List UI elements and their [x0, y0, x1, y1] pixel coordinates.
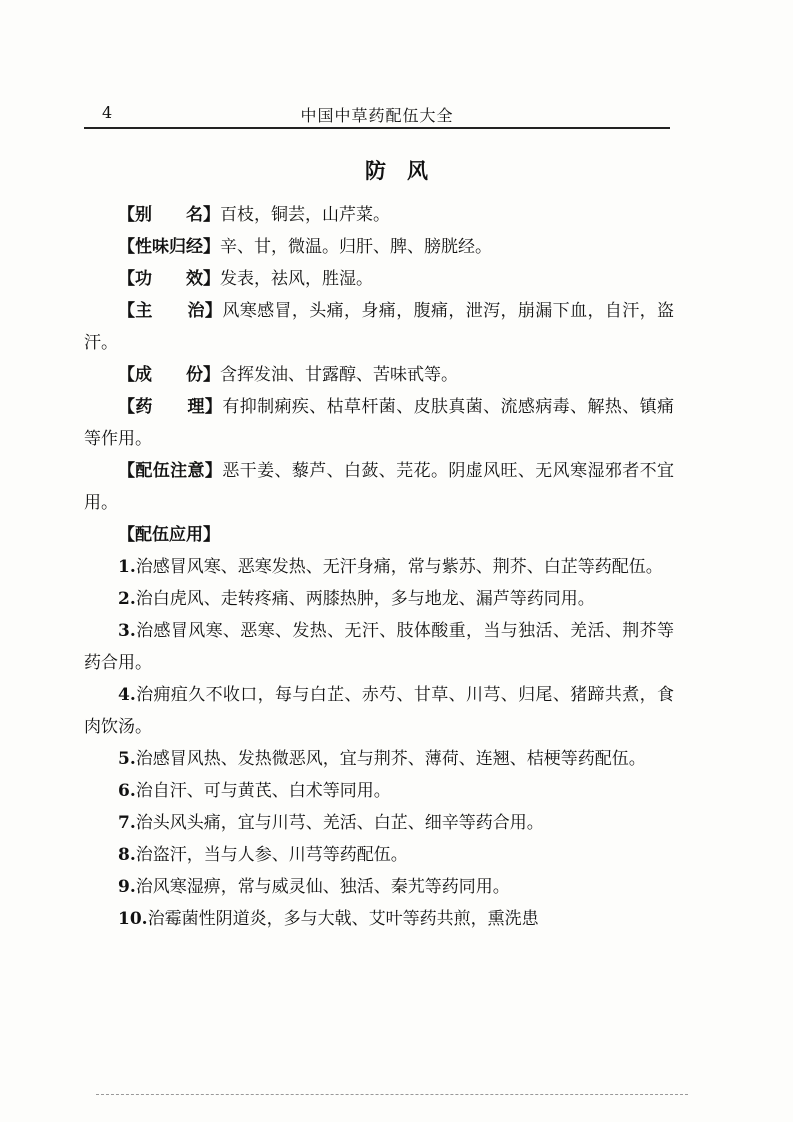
entry-cautions: [84, 455, 674, 519]
application-number: 10.: [118, 909, 148, 929]
application-item: [84, 807, 674, 839]
entry-text: 有抑制痢疾、枯草杆菌、皮肤真菌、流感病毒、解热、镇痛等作用。: [84, 397, 675, 449]
entry-label: 【功 效】: [118, 269, 220, 289]
application-number: 2.: [118, 589, 136, 609]
entry-label: 【配伍注意】: [118, 461, 223, 481]
application-number: 5.: [118, 749, 136, 769]
application-text: 治风寒湿痹，常与威灵仙、独活、秦艽等药同用。: [135, 877, 510, 897]
application-item: [84, 839, 674, 871]
entry-text: 百枝，铜芸，山芹菜。: [220, 205, 390, 225]
application-text: 治感冒风热、发热微恶风，宜与荆芥、薄荷、连翘、桔梗等药配伍。: [135, 749, 646, 769]
entry-applications-heading: [84, 519, 674, 551]
book-title: 中国中草药配伍大全: [300, 106, 454, 125]
entry-alias: [84, 199, 674, 231]
bottom-divider: [96, 1094, 688, 1095]
application-item: [84, 775, 674, 807]
application-number: 3.: [118, 621, 136, 641]
entry-text: 辛、甘，微温。归肝、脾、膀胱经。: [220, 237, 492, 257]
entry-text: 含挥发油、甘露醇、苦味甙等。: [220, 365, 458, 385]
entry-body: [84, 199, 674, 935]
application-item: [84, 583, 674, 615]
entry-text: 恶干姜、藜芦、白蔹、芫花。阴虚风旺、无风寒湿邪者不宜用。: [84, 461, 675, 513]
entry-effect: [84, 263, 674, 295]
entry-indications: [84, 295, 674, 359]
application-item: [84, 903, 674, 935]
application-number: 6.: [118, 781, 136, 801]
application-number: 7.: [118, 813, 136, 833]
application-item: [84, 871, 674, 903]
application-text: 治盗汗，当与人参、川芎等药配伍。: [135, 845, 408, 865]
application-text: 治自汗、可与黄芪、白术等同用。: [135, 781, 391, 801]
herb-heading: 防 风: [365, 158, 428, 183]
application-text: 治痈疽久不收口，每与白芷、赤芍、甘草、川芎、归尾、猪蹄共煮，食肉饮汤。: [84, 685, 674, 737]
application-text: 治感冒风寒、恶寒、发热、无汗、肢体酸重，当与独活、羌活、荆芥等药合用。: [84, 621, 674, 673]
application-text: 治感冒风寒、恶寒发热、无汗身痛，常与紫苏、荆芥、白芷等药配伍。: [135, 557, 663, 577]
entry-text: 风寒感冒，头痛，身痛，腹痛，泄泻，崩漏下血，自汗，盗汗。: [84, 301, 675, 353]
entry-nature: [84, 231, 674, 263]
entry-label: 【成 份】: [118, 365, 220, 385]
application-item: [84, 615, 674, 679]
application-number: 8.: [118, 845, 136, 865]
application-number: 1.: [118, 557, 136, 577]
entry-label: 【性味归经】: [118, 237, 220, 257]
application-text: 治头风头痛，宜与川芎、羌活、白芷、细辛等药合用。: [135, 813, 544, 833]
application-text: 治霉菌性阴道炎，多与大戟、艾叶等药共煎，熏洗患: [147, 909, 539, 929]
application-number: 9.: [118, 877, 136, 897]
entry-label: 【主 治】: [118, 301, 223, 321]
application-number: 4.: [118, 685, 136, 705]
entry-label: 【配伍应用】: [118, 525, 220, 545]
application-item: [84, 679, 674, 743]
page-number: 4: [102, 103, 113, 122]
running-header: [84, 101, 670, 129]
entry-label: 【药 理】: [118, 397, 223, 417]
entry-pharmacology: [84, 391, 674, 455]
entry-components: [84, 359, 674, 391]
application-item: [84, 743, 674, 775]
application-item: [84, 551, 674, 583]
application-text: 治白虎风、走转疼痛、两膝热肿，多与地龙、漏芦等药同用。: [135, 589, 595, 609]
entry-label: 【别 名】: [118, 205, 220, 225]
entry-text: 发表，祛风，胜湿。: [220, 269, 373, 289]
